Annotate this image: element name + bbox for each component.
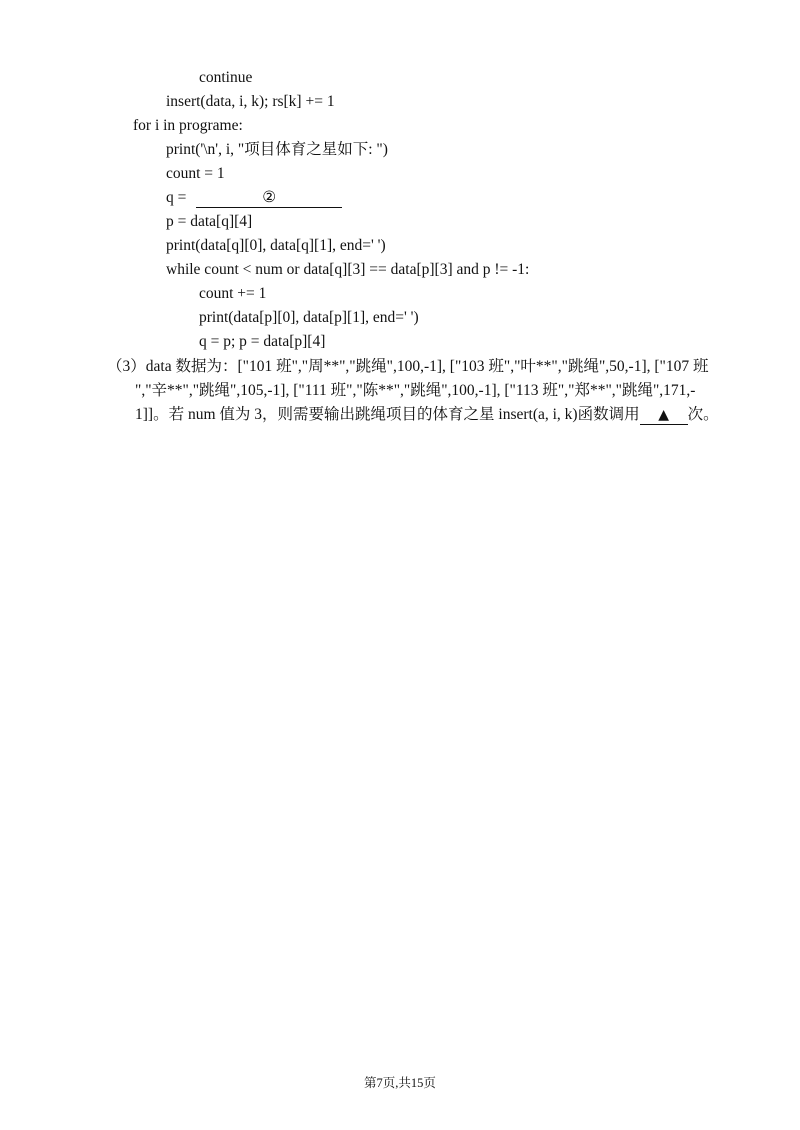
fill-in-blank-2: ② xyxy=(196,189,342,208)
code-line: insert(data, i, k); rs[k] += 1 xyxy=(166,93,335,110)
question-line-2: ","辛**","跳绳",105,-1], ["111 班","陈**","跳绳",100,-1], ["113 班","郑**","跳绳",171,- xyxy=(135,382,696,399)
code-line: q = p; p = data[p][4] xyxy=(199,333,326,350)
page-number: 第7页,共15页 xyxy=(364,1076,436,1090)
code-line: count += 1 xyxy=(199,285,267,302)
question-text: data 数据为：["101 班","周**","跳绳",100,-1], ["103 班","叶**","跳绳",50,-1], ["107 班 xyxy=(145,358,709,375)
code-line: print(data[q][0], data[q][1], end=' ') xyxy=(166,237,386,254)
code-line-with-blank xyxy=(166,188,342,208)
question-text: 次。 xyxy=(687,406,719,423)
code-line: for i in programe: xyxy=(133,117,243,134)
code-line: print(data[p][0], data[p][1], end=' ') xyxy=(199,309,419,326)
question-line-3 xyxy=(107,403,737,427)
code-line: continue xyxy=(199,69,253,86)
answer-blank: ▲ xyxy=(640,406,688,425)
code-text: q = xyxy=(166,189,191,206)
question-line-1 xyxy=(107,355,737,379)
question-text: 1]]。若 num 值为 3，则需要输出跳绳项目的体育之星 insert(a, i, k)函数调用 xyxy=(135,406,640,423)
question-number: （3） xyxy=(107,358,146,375)
question-3 xyxy=(107,355,737,427)
code-line: print('\n', i, "项目体育之星如下: ") xyxy=(166,141,388,158)
code-line: count = 1 xyxy=(166,165,225,182)
code-line: p = data[q][4] xyxy=(166,213,253,230)
code-line: while count < num or data[q][3] == data[p][3] and p != -1: xyxy=(166,261,530,278)
